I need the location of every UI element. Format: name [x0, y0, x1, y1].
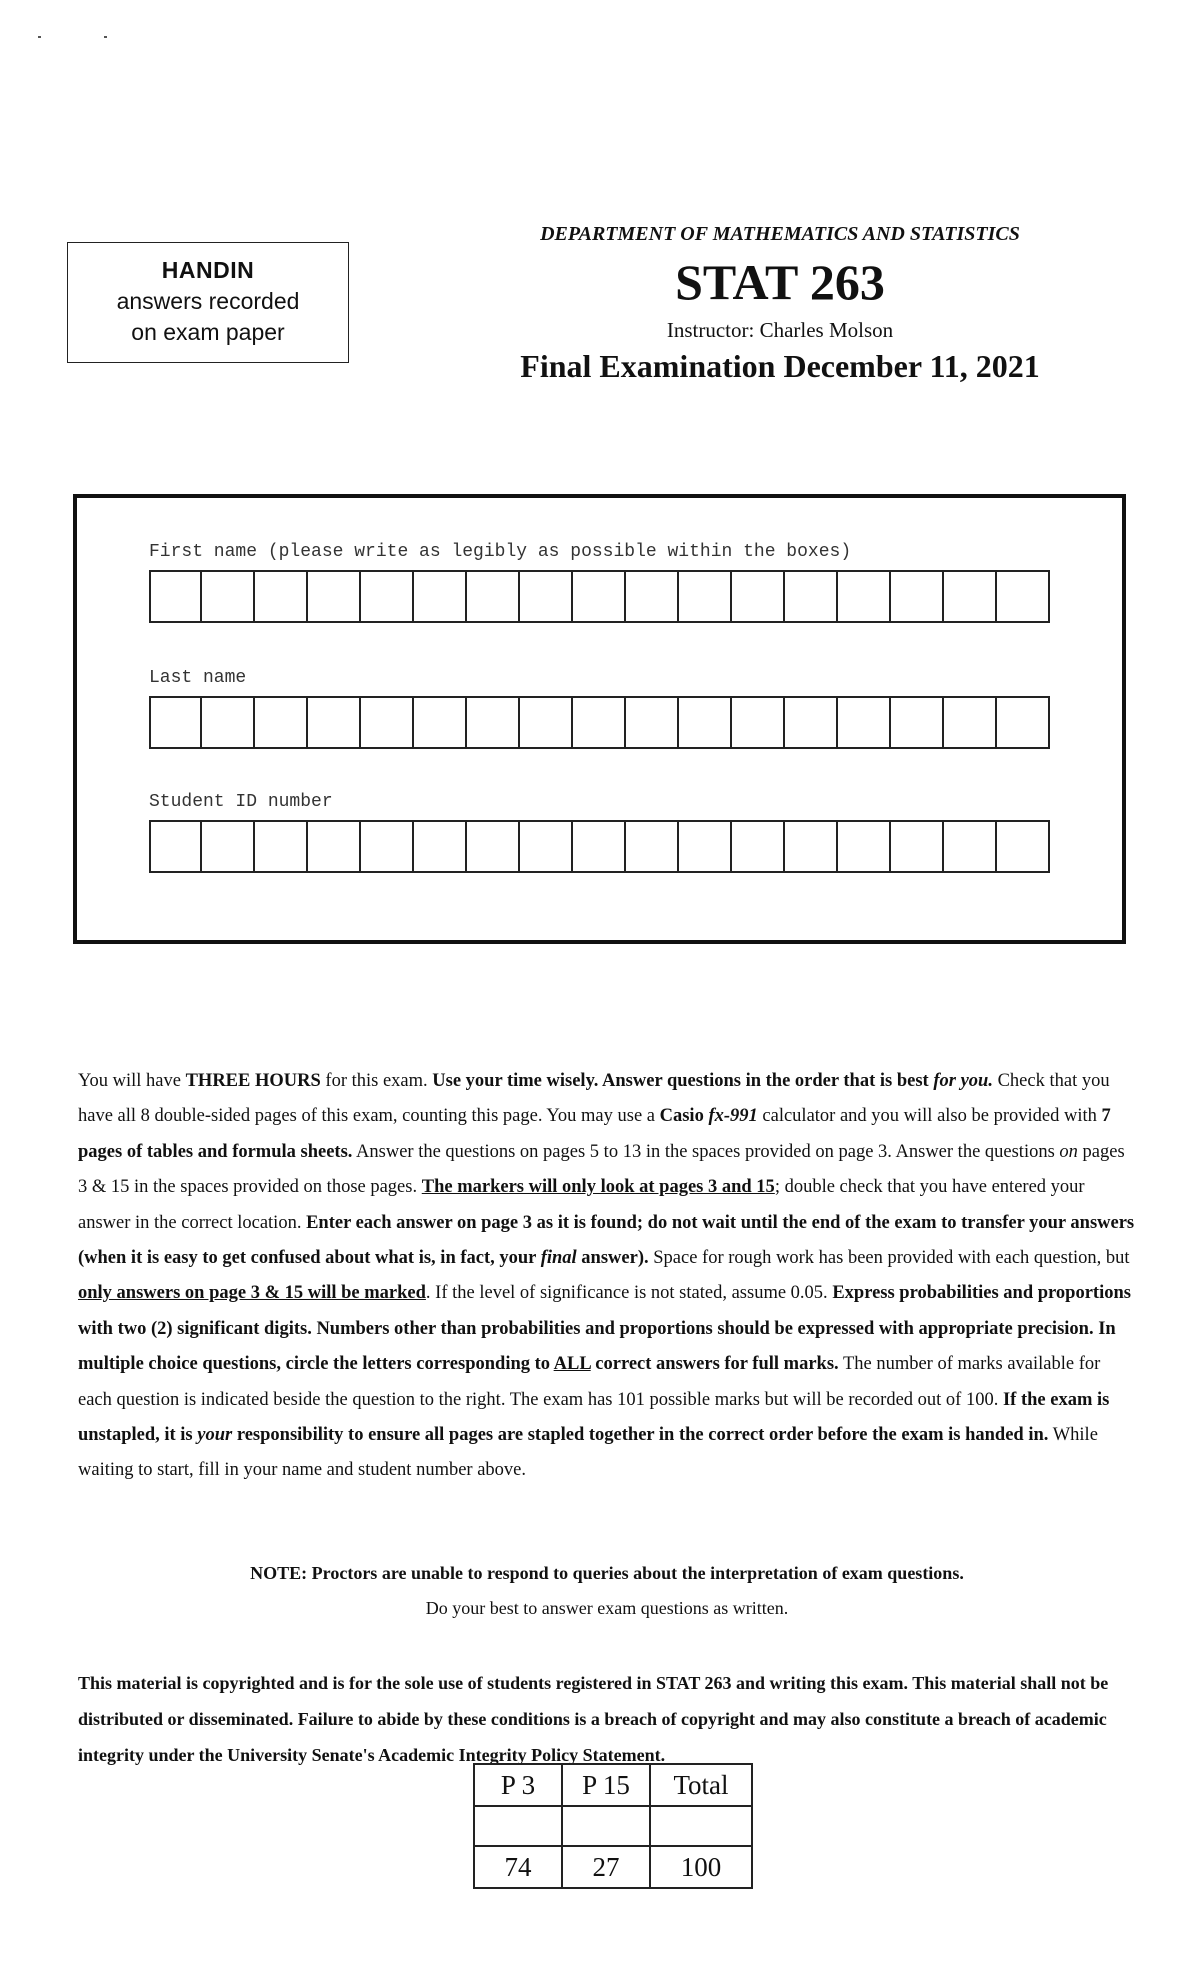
- character-box[interactable]: [202, 820, 255, 873]
- marks-score-total: [650, 1806, 752, 1846]
- character-box[interactable]: [626, 696, 679, 749]
- character-box[interactable]: [891, 696, 944, 749]
- instructor-name: Instructor: Charles Molson: [666, 318, 894, 342]
- marks-max-total: 100: [650, 1846, 752, 1888]
- character-box[interactable]: [679, 570, 732, 623]
- handin-notice-box: [67, 242, 349, 363]
- instr-bold: If the exam is unstapled, it is: [78, 1389, 1110, 1446]
- character-box[interactable]: [573, 570, 626, 623]
- instr-bold: Enter each answer on page 3 as it is found; do not wait until the end of the exam to transfer your answers (when it is easy to get confused about what is, in fact, your: [78, 1212, 1135, 1269]
- instr-underline: ALL: [553, 1354, 591, 1375]
- character-box[interactable]: [891, 570, 944, 623]
- character-box[interactable]: [520, 696, 573, 749]
- instr-underline: only answers on page 3 & 15 will be marked: [78, 1283, 426, 1304]
- character-box[interactable]: [255, 820, 308, 873]
- instr-bold: correct answers for full marks.: [590, 1354, 839, 1375]
- marks-score-p15: [562, 1806, 650, 1846]
- marks-header-total: Total: [650, 1764, 752, 1806]
- character-box[interactable]: [255, 696, 308, 749]
- instr-bold-italic: final: [540, 1248, 577, 1269]
- character-box[interactable]: [467, 820, 520, 873]
- student-id-boxes[interactable]: [149, 820, 1050, 873]
- character-box[interactable]: [202, 570, 255, 623]
- last-name-boxes[interactable]: [149, 696, 1050, 749]
- character-box[interactable]: [838, 570, 891, 623]
- character-box[interactable]: [414, 570, 467, 623]
- character-box[interactable]: [838, 696, 891, 749]
- instr-bold-italic: for you.: [933, 1071, 993, 1091]
- instr-text: You will have: [78, 1071, 186, 1091]
- instr-bold: responsibility to ensure all pages are stapled together in the correct order before the exam is handed in.: [232, 1425, 1049, 1446]
- scan-speck: [104, 36, 107, 38]
- marks-header-row: [474, 1764, 752, 1806]
- character-box[interactable]: [944, 696, 997, 749]
- handin-line-2: answers recorded: [116, 288, 300, 314]
- character-box[interactable]: [308, 696, 361, 749]
- character-box[interactable]: [997, 696, 1050, 749]
- instr-text: for this exam.: [320, 1071, 433, 1091]
- instr-text: The number of marks available for each question is indicated beside the question to the right. The exam has 101 possible marks but will be recorded out of 100.: [78, 1354, 1101, 1410]
- character-box[interactable]: [944, 820, 997, 873]
- instr-bold-italic: fx-991: [708, 1106, 758, 1127]
- character-box[interactable]: [308, 570, 361, 623]
- character-box[interactable]: [732, 820, 785, 873]
- instr-bold-italic: your: [197, 1425, 233, 1446]
- instr-bold: Casio: [659, 1106, 709, 1127]
- character-box[interactable]: [997, 820, 1050, 873]
- character-box[interactable]: [626, 570, 679, 623]
- student-info-form: [73, 494, 1126, 944]
- character-box[interactable]: [467, 696, 520, 749]
- character-box[interactable]: [520, 570, 573, 623]
- character-box[interactable]: [520, 820, 573, 873]
- character-box[interactable]: [149, 696, 202, 749]
- first-name-boxes[interactable]: [149, 570, 1050, 623]
- student-id-label: Student ID number: [149, 792, 333, 812]
- instr-bold: Use your time wisely. Answer questions in the order that is best: [432, 1071, 934, 1091]
- exam-instructions: [78, 1064, 1136, 1489]
- character-box[interactable]: [891, 820, 944, 873]
- department-name: DEPARTMENT OF MATHEMATICS AND STATISTICS: [540, 223, 1020, 245]
- character-box[interactable]: [361, 820, 414, 873]
- instr-text: . If the level of significance is not stated, assume 0.05.: [425, 1283, 833, 1304]
- character-box[interactable]: [414, 696, 467, 749]
- handin-line-3: on exam paper: [131, 319, 285, 345]
- character-box[interactable]: [679, 696, 732, 749]
- character-box[interactable]: [414, 820, 467, 873]
- copyright-notice: This material is copyrighted and is for the sole use of students registered in STAT 263 and writing this exam. This material shall not be distributed or disseminated. Failure to abide by these conditions is a breach of copyright and may also constitute a breach of academic integrity under the University Senate's Academic Integrity Policy Statement.: [78, 1673, 1109, 1765]
- instr-bold: 7 pages of tables and formula sheets.: [78, 1106, 1111, 1162]
- proctor-note-2: Do your best to answer exam questions as written.: [425, 1598, 789, 1618]
- instr-text: pages 3 & 15 in the spaces provided on those pages.: [78, 1141, 1125, 1198]
- character-box[interactable]: [838, 820, 891, 873]
- marks-table: [473, 1763, 753, 1889]
- instr-bold: answer).: [576, 1248, 649, 1269]
- character-box[interactable]: [785, 696, 838, 749]
- character-box[interactable]: [361, 570, 414, 623]
- character-box[interactable]: [308, 820, 361, 873]
- character-box[interactable]: [626, 820, 679, 873]
- marks-score-row: [474, 1806, 752, 1846]
- scan-speck: [38, 36, 41, 38]
- character-box[interactable]: [149, 820, 202, 873]
- character-box[interactable]: [467, 570, 520, 623]
- instr-italic: on: [1059, 1141, 1078, 1162]
- marks-max-p15: 27: [562, 1846, 650, 1888]
- character-box[interactable]: [785, 820, 838, 873]
- character-box[interactable]: [679, 820, 732, 873]
- instr-bold: Express probabilities and proportions with two (2) significant digits. Numbers other than probabilities and proportions should be expressed with appropriate precision. In multiple choice questions, circle the letters corresponding to: [78, 1283, 1131, 1375]
- marks-score-p3: [474, 1806, 562, 1846]
- character-box[interactable]: [785, 570, 838, 623]
- marks-max-p3: 74: [474, 1846, 562, 1888]
- instr-underline: The markers will only look at pages 3 and 15: [421, 1177, 775, 1198]
- character-box[interactable]: [732, 570, 785, 623]
- character-box[interactable]: [361, 696, 414, 749]
- character-box[interactable]: [997, 570, 1050, 623]
- instr-text: ; double check that you have entered your answer in the correct location.: [78, 1177, 1085, 1233]
- handin-title: HANDIN: [161, 257, 255, 283]
- first-name-label: First name (please write as legibly as possible within the boxes): [149, 542, 852, 562]
- character-box[interactable]: [944, 570, 997, 623]
- marks-header-p15: P 15: [562, 1764, 650, 1806]
- character-box[interactable]: [732, 696, 785, 749]
- instr-text: calculator and you will also be provided with: [757, 1106, 1102, 1127]
- last-name-label: Last name: [149, 668, 247, 688]
- character-box[interactable]: [255, 570, 308, 623]
- character-box[interactable]: [573, 696, 626, 749]
- instr-text: Check that you have all 8 double-sided pages of this exam, counting this page. You may use a: [78, 1071, 1110, 1127]
- proctor-note: NOTE: Proctors are unable to respond to queries about the interpretation of exam questions.: [250, 1563, 964, 1583]
- character-box[interactable]: [149, 570, 202, 623]
- instr-text: While waiting to start, fill in your name and student number above.: [78, 1425, 1098, 1481]
- instr-text: Space for rough work has been provided with each question, but: [648, 1248, 1130, 1269]
- character-box[interactable]: [202, 696, 255, 749]
- instr-text: Answer the questions on pages 5 to 13 in the spaces provided on page 3. Answer the questions: [352, 1141, 1060, 1162]
- character-box[interactable]: [573, 820, 626, 873]
- marks-max-row: [474, 1846, 752, 1888]
- course-code: STAT 263: [675, 254, 885, 310]
- instr-bold: THREE HOURS: [185, 1071, 321, 1091]
- marks-header-p3: P 3: [474, 1764, 562, 1806]
- exam-title: Final Examination December 11, 2021: [520, 348, 1040, 384]
